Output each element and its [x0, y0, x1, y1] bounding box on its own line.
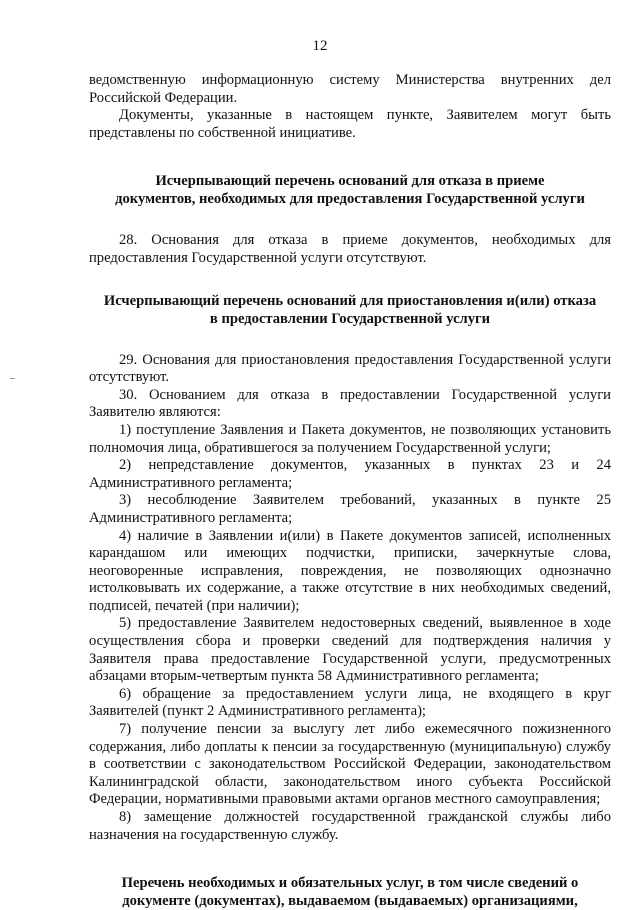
heading-line: документе (документах), выдаваемом (выдаваемых) организациями,	[122, 893, 578, 910]
list-item-8: 8) замещение должностей государственной гражданской службы либо назначения на государственную службу.	[89, 809, 611, 843]
paragraph-30: 30. Основанием для отказа в предоставлении Государственной услуги Заявителю являются:	[89, 386, 611, 421]
list-item-4: 4) наличие в Заявлении и(или) в Пакете документов записей, исполненных карандашом или имеющих подчистки, приписки, зачеркнутые слова, неоговоренные исправления, повреждения, не позволяющих однозначно истолковывать их содержание, а также отсутствие в них необходимых сведений, подписей, печатей (при наличии);	[89, 527, 611, 614]
heading-line: Исчерпывающий перечень оснований для отказа в приеме	[155, 173, 545, 190]
heading-refusal-acceptance	[89, 172, 611, 208]
page-number: 12	[312, 38, 328, 54]
list-item-5: 5) предоставление Заявителем недостоверных сведений, выявленное в ходе осуществления сбора и проверки сведений для подтверждения наличия у Заявителя права предоставление Государственной услуги, предусмотренных абзацами вторым-четвертым пункта 58 Административного регламента;	[89, 615, 611, 685]
list-item-7: 7) получение пенсии за выслугу лет либо ежемесячного пожизненного содержания, либо доплаты к пенсии за государственную (муниципальную) службу в соответствии с законодательством Российской Федерации, законодательством Калининградской области, законодательством иного субъекта Российской Федерации, нормативными правовыми актами органов местного самоуправления;	[89, 721, 611, 808]
paragraph-29: 29. Основания для приостановления предоставления Государственной услуги отсутствуют.	[89, 351, 611, 386]
paragraph-continuation: ведомственную информационную систему Министерства внутренних дел Российской Федерации.	[89, 72, 611, 106]
heading-line: в предоставлении Государственной услуги	[209, 310, 491, 327]
list-item-2: 2) непредставление документов, указанных в пунктах 23 и 24 Административного регламента;	[89, 457, 611, 491]
paragraph-28: 28. Основания для отказа в приеме документов, необходимых для предоставления Государственной услуги отсутствуют.	[89, 232, 611, 266]
heading-line: Перечень необходимых и обязательных услуг, в том числе сведений о	[121, 875, 579, 892]
document-body	[89, 72, 611, 910]
list-item-6: 6) обращение за предоставлением услуги лица, не входящего в круг Заявителей (пункт 2 Административного регламента);	[89, 685, 611, 720]
margin-mark	[10, 378, 15, 379]
list-item-1: 1) поступление Заявления и Пакета документов, не позволяющих установить полномочия лица, обратившегося за получением Государственной услуги;	[89, 421, 611, 456]
list-item-3: 3) несоблюдение Заявителем требований, указанных в пункте 25 Административного регламента;	[89, 492, 611, 526]
heading-suspension-refusal	[89, 292, 611, 328]
paragraph-documents-initiative: Документы, указанные в настоящем пункте, Заявителем могут быть представлены по собственной инициативе.	[89, 107, 611, 141]
heading-line: документов, необходимых для предоставления Государственной услуги	[115, 191, 585, 208]
heading-line: Исчерпывающий перечень оснований для приостановления и(или) отказа	[103, 292, 597, 309]
